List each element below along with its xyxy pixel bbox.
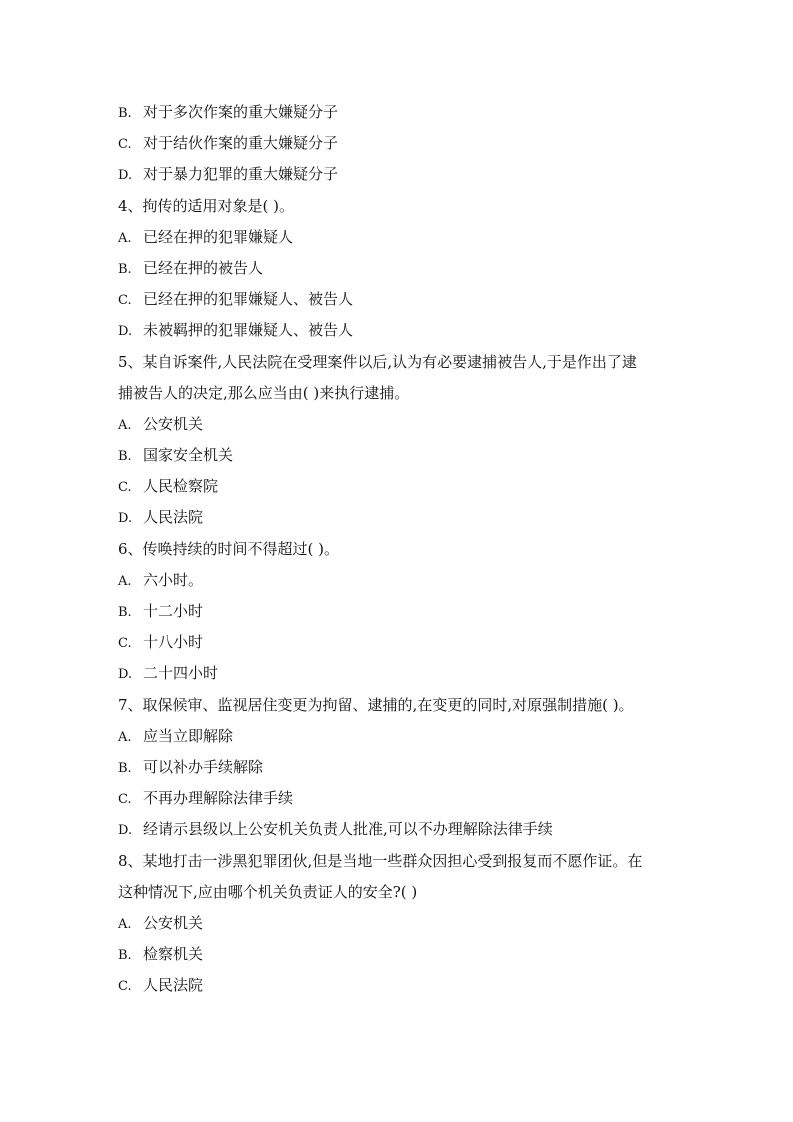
option-text: 可以补办手续解除: [143, 757, 264, 776]
option-text: 十二小时: [143, 602, 204, 620]
option-text: 不再办理解除法律手续: [143, 789, 294, 808]
option-text: 已经在押的犯罪嫌疑人、被告人: [143, 290, 354, 309]
option-text: 检察机关: [143, 945, 204, 964]
option-text: 应当立即解除: [143, 726, 234, 745]
option-letter: A.: [118, 417, 132, 433]
option-letter: A.: [118, 729, 132, 745]
option-line: [118, 970, 678, 1001]
option-text: 对于暴力犯罪的重大嫌疑分子: [143, 165, 339, 184]
option-letter: C.: [118, 792, 132, 808]
option-letter: C.: [118, 480, 132, 496]
option-text: 公安机关: [143, 414, 204, 433]
option-text: 对于多次作案的重大嫌疑分子: [143, 103, 339, 121]
option-text: 人民法院: [143, 976, 204, 995]
option-letter: C.: [118, 137, 132, 153]
option-line: [118, 783, 678, 814]
option-text: 人民法院: [143, 508, 204, 527]
option-text: 国家安全机关: [143, 446, 234, 465]
option-text: 已经在押的犯罪嫌疑人: [143, 227, 294, 246]
option-letter: C.: [118, 293, 132, 309]
option-letter: D.: [118, 324, 133, 340]
question-stem-continued: 这种情况下,应由哪个机关负责证人的安全?( ): [118, 882, 418, 901]
option-letter: D.: [118, 511, 133, 527]
question-stem: 8、某地打击一涉黑犯罪团伙,但是当地一些群众因担心受到报复而不愿作证。在: [118, 851, 643, 870]
option-text: 十八小时: [143, 633, 204, 652]
option-line: [118, 222, 678, 253]
option-line: [118, 565, 678, 596]
option-line: [118, 159, 678, 190]
option-text: 二十四小时: [143, 664, 219, 683]
option-line: [118, 284, 678, 315]
option-letter: D.: [118, 823, 133, 839]
question-stem-continued: 捕被告人的决定,那么应当由( )来执行逮捕。: [118, 383, 410, 402]
option-line: [118, 128, 678, 159]
option-line: [118, 471, 678, 502]
option-letter: C.: [118, 636, 132, 652]
option-letter: D.: [118, 667, 133, 683]
option-line: [118, 908, 678, 939]
option-line: [118, 502, 678, 533]
option-letter: B.: [118, 449, 132, 465]
option-line: [118, 721, 678, 752]
option-text: 已经在押的被告人: [143, 258, 264, 277]
option-letter: A.: [118, 573, 132, 589]
option-line: [118, 440, 678, 471]
option-line: [118, 627, 678, 658]
option-letter: A.: [118, 916, 132, 932]
option-letter: B.: [118, 760, 132, 776]
option-line: [118, 97, 678, 128]
option-letter: B.: [118, 106, 132, 121]
option-line: [118, 814, 678, 845]
option-line: [118, 253, 678, 284]
option-letter: B.: [118, 948, 132, 964]
option-text: 人民检察院: [143, 477, 219, 496]
option-letter: D.: [118, 168, 133, 184]
option-line: [118, 752, 678, 783]
question-stem: 7、取保候审、监视居住变更为拘留、逮捕的,在变更的同时,对原强制措施( )。: [118, 695, 634, 714]
option-text: 公安机关: [143, 913, 204, 932]
option-letter: C.: [118, 979, 132, 995]
option-text: 经请示县级以上公安机关负责人批准,可以不办理解除法律手续: [143, 820, 553, 839]
option-text: 对于结伙作案的重大嫌疑分子: [143, 134, 339, 153]
option-line: [118, 939, 678, 970]
question-list: [118, 97, 678, 1001]
option-line: [118, 409, 678, 440]
option-text: 六小时。: [143, 570, 204, 589]
question-stem: 4、拘传的适用对象是( )。: [118, 196, 295, 215]
option-line: [118, 596, 678, 627]
question-stem: 6、传唤持续的时间不得超过( )。: [118, 539, 340, 558]
option-line: [118, 315, 678, 346]
question-stem: 5、某自诉案件,人民法院在受理案件以后,认为有必要逮捕被告人,于是作出了逮: [118, 352, 637, 371]
option-letter: A.: [118, 230, 132, 246]
option-letter: B.: [118, 605, 132, 620]
option-line: [118, 658, 678, 689]
option-text: 未被羁押的犯罪嫌疑人、被告人: [143, 321, 354, 340]
option-letter: B.: [118, 261, 132, 277]
